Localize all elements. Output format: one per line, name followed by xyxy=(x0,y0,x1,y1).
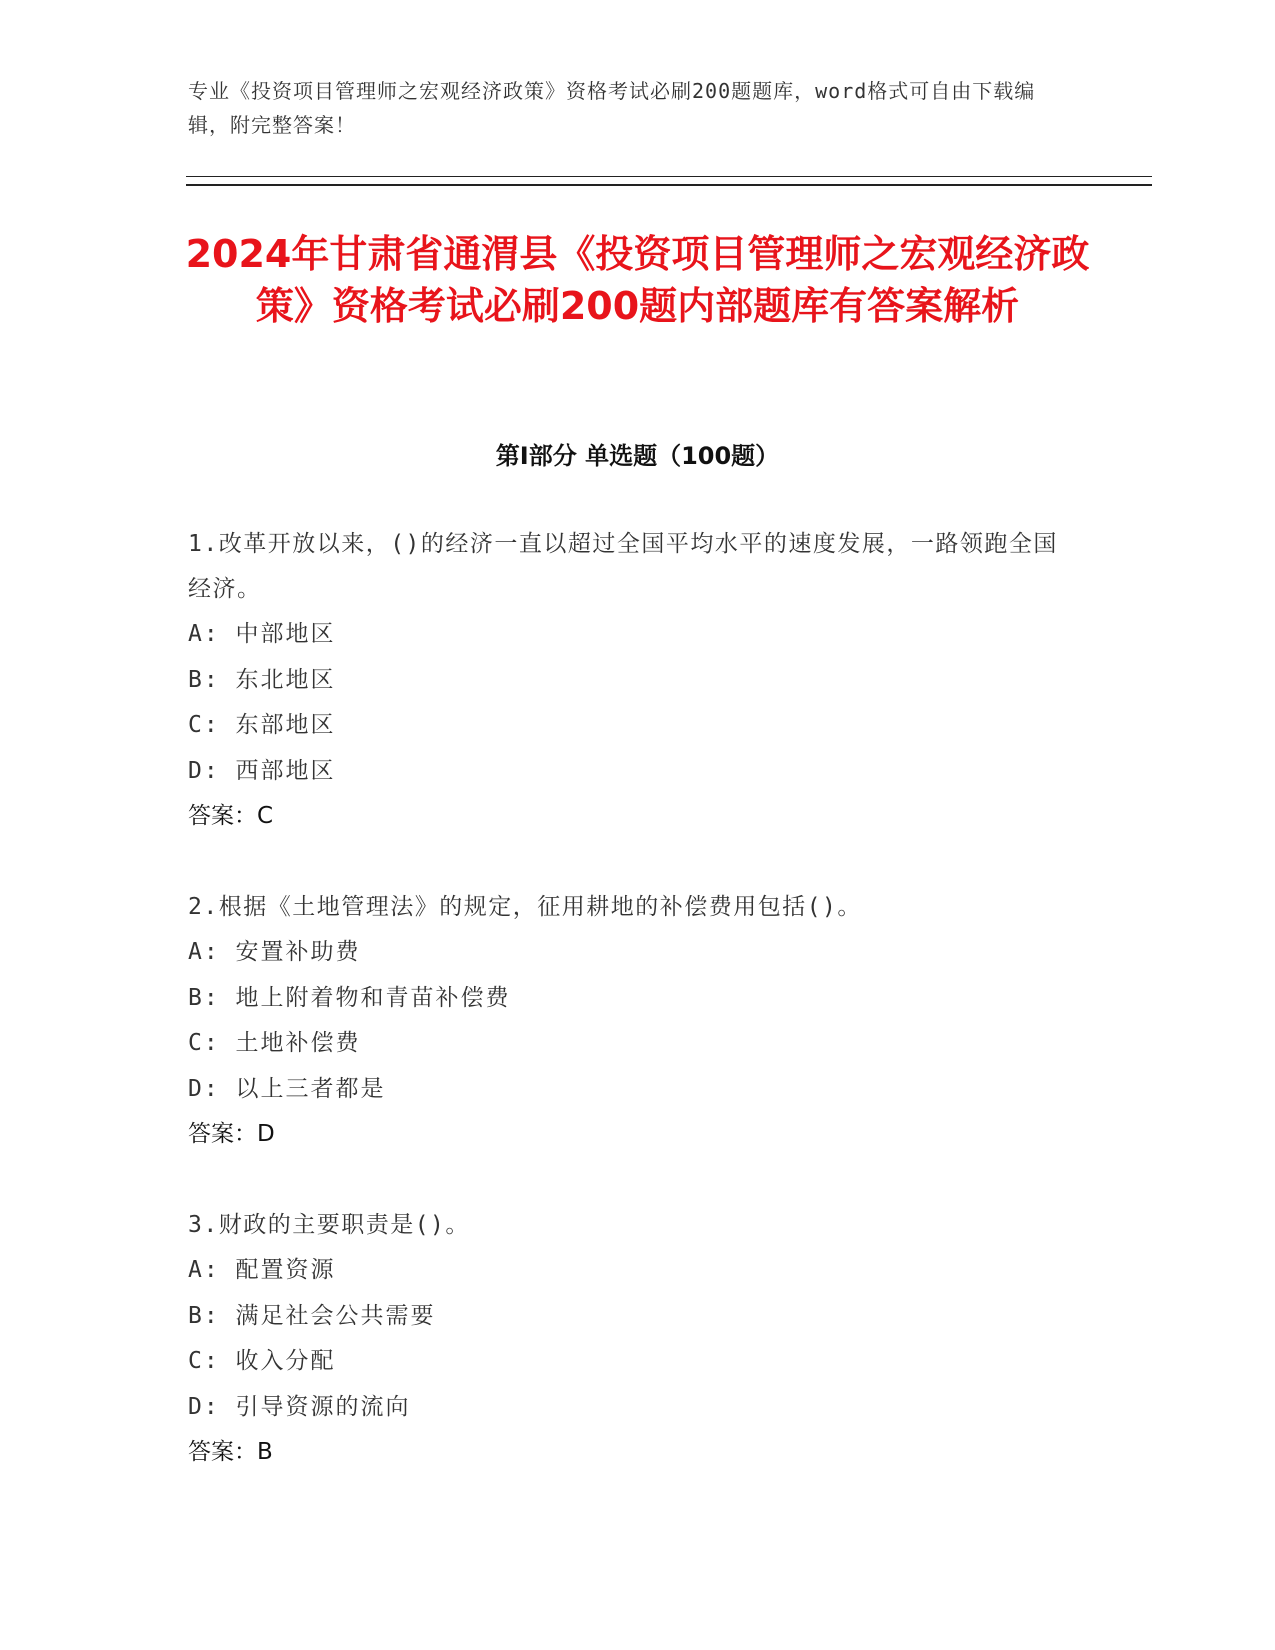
option-d: D: 西部地区 xyxy=(188,757,336,784)
header-note: 专业《投资项目管理师之宏观经济政策》资格考试必刷200题题库，word格式可自由下载编辑，附完整答案！ xyxy=(188,79,1036,137)
question-1 xyxy=(188,522,1068,840)
answer: 答案：C xyxy=(188,803,274,829)
document-title: 2024年甘肃省通渭县《投资项目管理师之宏观经济政策》资格考试必刷200题内部题库有答案解析 xyxy=(185,232,1090,328)
question-stem: 1.改革开放以来，()的经济一直以超过全国平均水平的速度发展，一路领跑全国经济。 xyxy=(188,531,1058,602)
header-divider-bottom xyxy=(186,184,1152,186)
section-title: 第Ⅰ部分 单选题（100题） xyxy=(495,442,780,470)
option-d: D: 引导资源的流向 xyxy=(188,1393,411,1420)
question-2 xyxy=(188,885,1068,1158)
answer: 答案：D xyxy=(188,1121,275,1147)
option-b: B: 东北地区 xyxy=(188,666,336,693)
option-a: A: 安置补助费 xyxy=(188,939,361,965)
option-a: A: 中部地区 xyxy=(188,621,336,647)
option-b: B: 地上附着物和青苗补偿费 xyxy=(188,984,511,1011)
option-b: B: 满足社会公共需要 xyxy=(188,1302,436,1329)
option-c: C: 收入分配 xyxy=(188,1348,336,1374)
header-divider-top xyxy=(186,176,1152,177)
answer: 答案：B xyxy=(188,1439,273,1465)
option-c: C: 土地补偿费 xyxy=(188,1030,361,1056)
option-a: A: 配置资源 xyxy=(188,1257,336,1283)
question-stem: 3.财政的主要职责是()。 xyxy=(188,1212,470,1238)
question-3 xyxy=(188,1203,1068,1476)
option-d: D: 以上三者都是 xyxy=(188,1075,386,1102)
option-c: C: 东部地区 xyxy=(188,712,336,738)
question-stem: 2.根据《土地管理法》的规定，征用耕地的补偿费用包括()。 xyxy=(188,894,862,920)
